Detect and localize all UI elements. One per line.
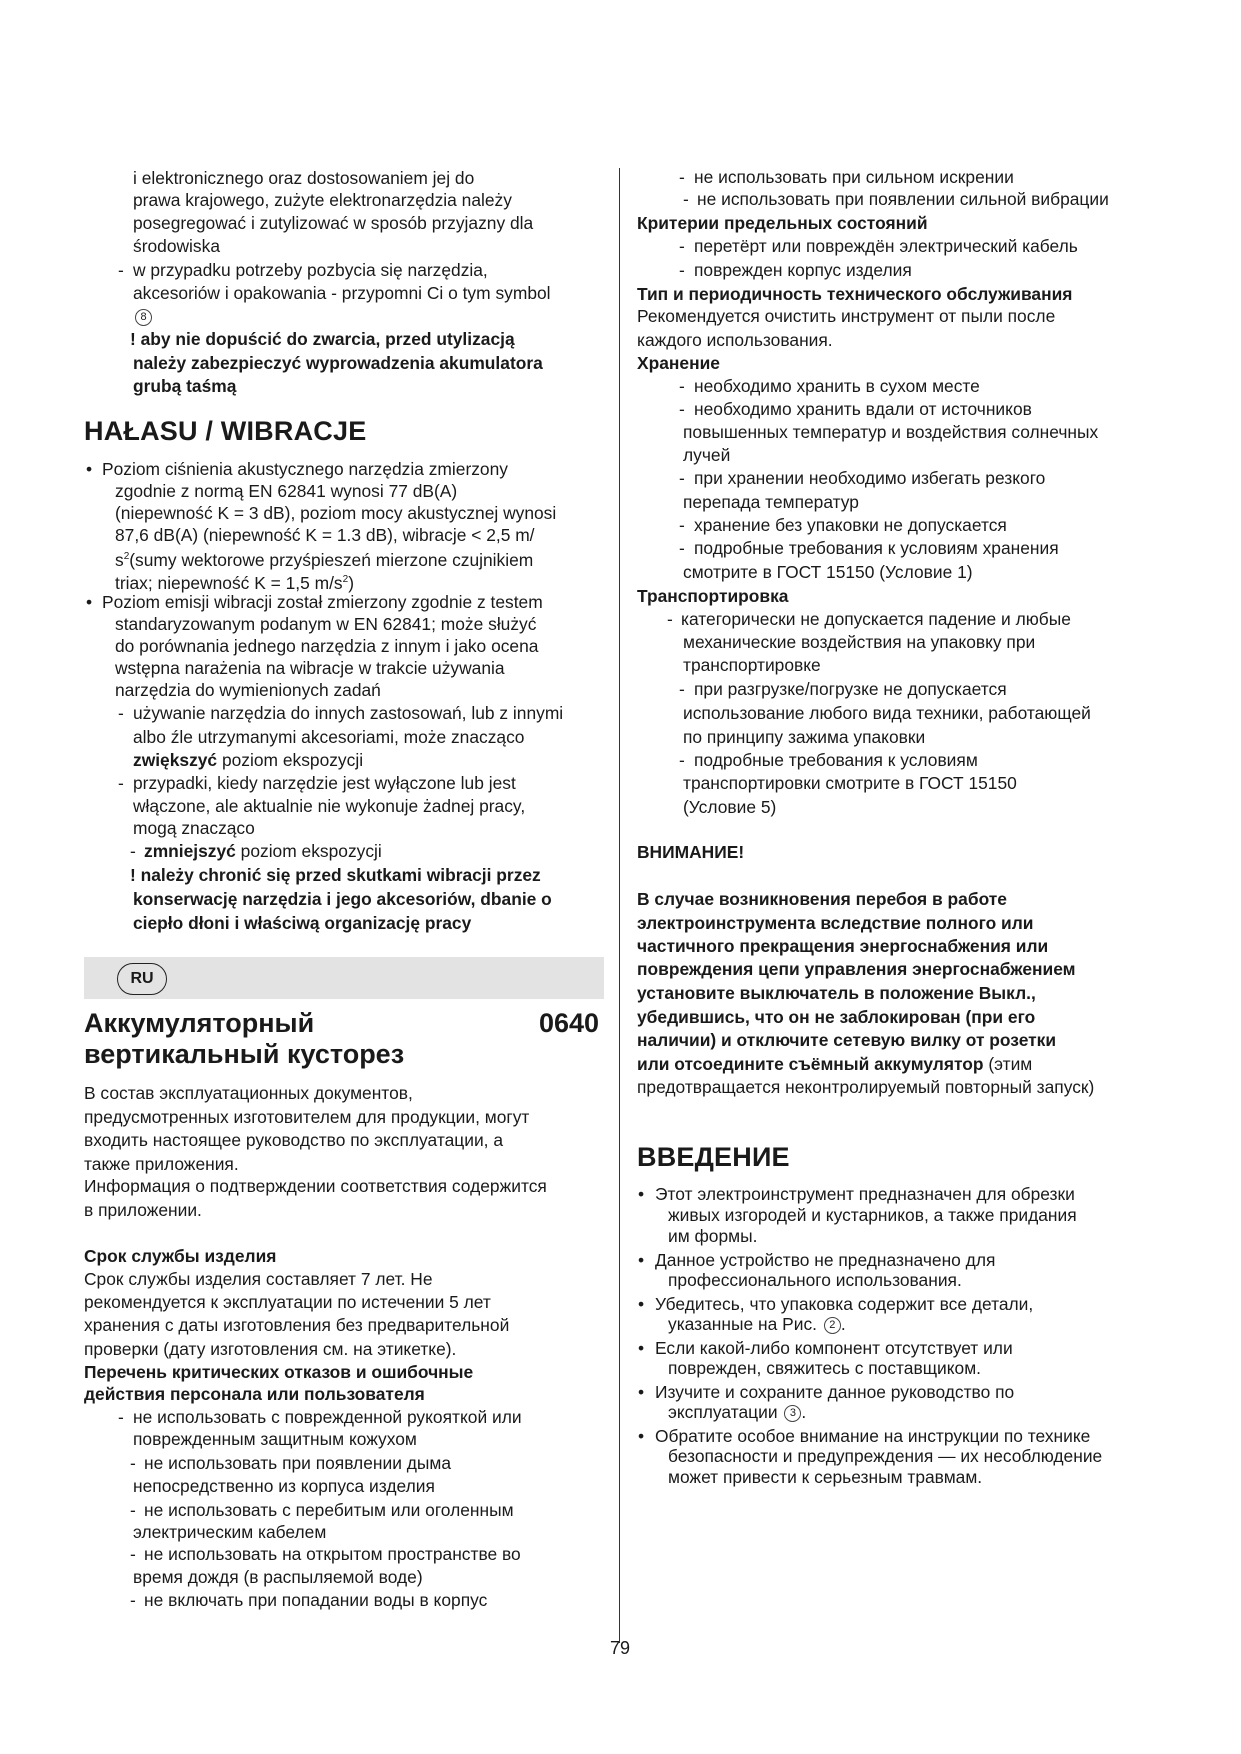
text-line: при хранении необходимо избегать резкого xyxy=(694,468,1046,488)
text-line: Poziom ciśnienia akustycznego narzędzia zmierzony xyxy=(102,459,508,479)
text-line: не использовать с перебитым или оголенным xyxy=(144,1500,514,1520)
page-number: 79 xyxy=(609,1638,631,1658)
text-span: . xyxy=(840,1314,846,1334)
attention-line xyxy=(637,1053,1032,1075)
section-heading: действия персонала или пользователя xyxy=(84,1384,425,1404)
dash-marker: - xyxy=(130,1453,136,1473)
bullet-icon: • xyxy=(638,1338,645,1358)
text-line: необходимо хранить вдали от источников xyxy=(694,399,1032,419)
product-title: Аккумуляторный xyxy=(84,1008,315,1038)
text-line: Убедитесь, что упаковка содержит все детали, xyxy=(655,1294,1034,1314)
text-line: по принципу зажима упаковки xyxy=(683,727,926,747)
text-line: używanie narzędzia do innych zastosowań, lub z innymi xyxy=(133,703,564,723)
text-line: безопасности и предупреждения — их несоблюдение xyxy=(668,1446,1103,1466)
text-line: не включать при попадании воды в корпус xyxy=(144,1590,488,1610)
dash-marker: - xyxy=(118,703,124,723)
bullet-icon: • xyxy=(638,1250,645,1270)
text-span: poziom ekspozycji xyxy=(217,750,364,770)
text-span: ) xyxy=(348,572,354,593)
figure-3-ref: 3 xyxy=(784,1405,801,1422)
dash-marker: - xyxy=(667,609,673,629)
text-line: транспортировке xyxy=(683,655,821,675)
symbol-ref xyxy=(133,305,152,327)
dash-marker: - xyxy=(679,468,685,488)
text-line: włączone, ale aktualnie nie wykonuje żadnej pracy, xyxy=(133,796,526,816)
attention-line: повреждения цепи управления энергоснабжением xyxy=(637,959,1076,979)
text-line: mogą znacząco xyxy=(133,818,255,838)
dash-marker: - xyxy=(679,750,685,770)
section-heading: Транспортировка xyxy=(637,586,789,606)
text-line: при разгрузке/погрузке не допускается xyxy=(694,679,1007,699)
text-line: не использовать при появлении сильной вибрации xyxy=(697,189,1109,209)
dash-marker: - xyxy=(679,515,685,535)
text-line: В состав эксплуатационных документов, xyxy=(84,1083,413,1103)
text-line: хранения с даты изготовления без предварительной xyxy=(84,1315,510,1335)
text-line: необходимо хранить в сухом месте xyxy=(694,376,980,396)
text-span: poziom ekspozycji xyxy=(235,841,382,861)
bullet-icon: • xyxy=(86,592,93,612)
dash-marker: - xyxy=(679,538,685,558)
text-line: каждого использования. xyxy=(637,330,833,350)
text-line: zgodnie z normą EN 62841 wynosi 77 dB(A) xyxy=(115,481,458,501)
attention-line: электроинструмента вследствие полного или xyxy=(637,913,1034,933)
text-line: (niepewność K = 3 dB), poziom mocy akustycznej wynosi xyxy=(115,503,557,523)
text-line: Срок службы изделия составляет 7 лет. Не xyxy=(84,1269,433,1289)
section-heading: Срок службы изделия xyxy=(84,1246,277,1266)
text-line: лучей xyxy=(683,445,731,465)
text-line: им формы. xyxy=(668,1226,758,1246)
text-line: перепада температур xyxy=(683,492,859,512)
text-line: (Условие 5) xyxy=(683,797,777,817)
s-letter: s xyxy=(115,549,124,570)
text-line: Данное устройство не предназначено для xyxy=(655,1250,996,1270)
dash-marker: - xyxy=(118,773,124,793)
dash-marker: - xyxy=(130,1544,136,1564)
attention-line: убедившись, что он не заблокирован (при его xyxy=(637,1007,1036,1027)
text-line xyxy=(115,546,533,571)
text-line: может привести к серьезным травмам. xyxy=(668,1467,983,1487)
text-line: подробные требования к условиям хранения xyxy=(694,538,1059,558)
attention-line: частичного прекращения энергоснабжения или xyxy=(637,936,1049,956)
text-line: поврежденным защитным кожухом xyxy=(133,1429,417,1449)
text-line: рекомендуется к эксплуатации по истечении 5 лет xyxy=(84,1292,491,1312)
text-line: предусмотренных изготовителем для продукции, могут xyxy=(84,1107,530,1127)
text-line: проверки (дату изготовления см. на этикетке). xyxy=(84,1339,457,1359)
bold-span: или отсоедините съёмный аккумулятор xyxy=(637,1054,984,1074)
text-line: транспортировки смотрите в ГОСТ 15150 xyxy=(683,773,1017,793)
text-line: смотрите в ГОСТ 15150 (Условие 1) xyxy=(683,562,973,582)
section-heading: Критерии предельных состояний xyxy=(637,213,928,233)
warning-line: ! należy chronić się przed skutkami wibracji przez xyxy=(130,865,541,885)
symbol-8: 8 xyxy=(135,309,152,326)
text-line: środowiska xyxy=(133,236,220,256)
figure-2-ref: 2 xyxy=(824,1317,841,1334)
column-divider xyxy=(619,168,620,1643)
text-line: поврежден корпус изделия xyxy=(694,260,912,280)
text-line: хранение без упаковки не допускается xyxy=(694,515,1007,535)
text-line: повышенных температур и воздействия солнечных xyxy=(683,422,1099,442)
superscript: 2 xyxy=(123,551,130,562)
attention-line: предотвращается неконтролируемый повторный запуск) xyxy=(637,1077,1095,1097)
text-line: Информация о подтверждении соответствия содержится xyxy=(84,1176,547,1196)
dash-marker: - xyxy=(118,1407,124,1427)
text-line: przypadki, kiedy narzędzie jest wyłączone lub jest xyxy=(133,773,516,793)
dash-marker: - xyxy=(130,1590,136,1610)
text-line: живых изгородей и кустарников, а также придания xyxy=(668,1205,1077,1225)
text-line: akcesoriów i opakowania - przypomni Ci o tym symbol xyxy=(133,283,551,303)
text-line: непосредственно из корпуса изделия xyxy=(133,1476,435,1496)
dash-marker: - xyxy=(118,260,124,280)
text-line: Poziom emisji wibracji został zmierzony zgodnie z testem xyxy=(102,592,543,612)
superscript: 2 xyxy=(342,574,349,585)
text-line xyxy=(668,1401,806,1423)
bullet-icon: • xyxy=(86,459,93,479)
text-span: (этим xyxy=(983,1054,1033,1074)
text-line: wstępna narażenia na wibracje w trakcie używania xyxy=(115,658,505,678)
text-line: подробные требования к условиям xyxy=(694,750,978,770)
text-line xyxy=(668,1313,846,1335)
dash-marker: - xyxy=(679,260,685,280)
text-line: narzędzia do wymienionych zadań xyxy=(115,680,381,700)
text-line: standaryzowanym podanym w EN 62841; może służyć xyxy=(115,614,537,634)
warning-line: ciepło dłoni i właściwą organizację pracy xyxy=(133,913,472,933)
warning-line: ! aby nie dopuścić do zwarcia, przed utylizacją xyxy=(130,329,515,349)
attention-line: В случае возникновения перебоя в работе xyxy=(637,889,1007,909)
bullet-icon: • xyxy=(638,1426,645,1446)
dash-marker: - xyxy=(130,1500,136,1520)
text-span: (sumy wektorowe przyśpieszeń mierzone czujnikiem xyxy=(129,549,534,570)
text-line xyxy=(133,749,363,771)
dash-marker: - xyxy=(130,841,136,861)
text-line: Если какой-либо компонент отсутствует или xyxy=(655,1338,1013,1358)
attention-label: ВНИМАНИЕ! xyxy=(637,842,745,862)
product-code: 0640 xyxy=(539,1008,600,1038)
warning-line: konserwację narzędzia i jego akcesoriów, dbanie o xyxy=(133,889,552,909)
text-line: также приложения. xyxy=(84,1154,239,1174)
text-line: использование любого вида техники, работающей xyxy=(683,703,1091,723)
text-line xyxy=(144,840,382,862)
text-line: Обратите особое внимание на инструкции по технике xyxy=(655,1426,1091,1446)
text-line: 87,6 dB(A) (niepewność K = 1.3 dB), wibracje < 2,5 m/ xyxy=(115,525,535,545)
product-title-2: вертикальный кусторез xyxy=(84,1039,405,1069)
text-span: указанные на Рис. xyxy=(668,1314,817,1334)
bullet-icon: • xyxy=(638,1382,645,1402)
text-line: поврежден, свяжитесь с поставщиком. xyxy=(668,1358,982,1378)
text-line: i elektronicznego oraz dostosowaniem jej do xyxy=(133,168,475,188)
intro-heading: ВВЕДЕНИЕ xyxy=(637,1142,790,1172)
text-line: не использовать с поврежденной рукояткой или xyxy=(133,1407,522,1427)
warning-line: należy zabezpieczyć wyprowadzenia akumulatora xyxy=(133,353,543,373)
bold-span: zwiększyć xyxy=(133,750,218,770)
text-line: Этот электроинструмент предназначен для обрезки xyxy=(655,1184,1075,1204)
dash-marker: - xyxy=(679,399,685,419)
text-line: профессионального использования. xyxy=(668,1270,962,1290)
text-line: в приложении. xyxy=(84,1200,202,1220)
text-line: не использовать на открытом пространстве во xyxy=(144,1544,521,1564)
text-line: время дождя (в распыляемой воде) xyxy=(133,1567,423,1587)
text-span: . xyxy=(801,1402,807,1422)
section-heading: Перечень критических отказов и ошибочные xyxy=(84,1362,474,1382)
text-line: не использовать при появлении дыма xyxy=(144,1453,452,1473)
text-line: w przypadku potrzeby pozbycia się narzędzia, xyxy=(133,260,488,280)
attention-line: наличии) и отключите сетевую вилку от розетки xyxy=(637,1030,1057,1050)
noise-heading: HAŁASU / WIBRACJE xyxy=(84,416,367,446)
dash-marker: - xyxy=(683,189,689,209)
text-line: электрическим кабелем xyxy=(133,1522,327,1542)
text-span: эксплуатации xyxy=(668,1402,778,1422)
attention-line: установите выключатель в положение Выкл., xyxy=(637,983,1036,1003)
warning-line: grubą taśmą xyxy=(133,376,237,396)
text-line: механические воздействия на упаковку при xyxy=(683,632,1036,652)
text-span: triax; niepewność K = 1,5 m/s xyxy=(115,572,343,593)
text-line: Изучите и сохраните данное руководство по xyxy=(655,1382,1015,1402)
dash-marker: - xyxy=(679,236,685,256)
text-line: albo źle utrzymanymi akcesoriami, może znacząco xyxy=(133,727,525,747)
dash-marker: - xyxy=(679,679,685,699)
dash-marker: - xyxy=(679,167,685,187)
text-line: не использовать при сильном искрении xyxy=(694,167,1014,187)
bullet-icon: • xyxy=(638,1184,645,1204)
dash-marker: - xyxy=(679,376,685,396)
text-line: входить настоящее руководство по эксплуатации, а xyxy=(84,1130,504,1150)
text-line: Рекомендуется очистить инструмент от пыли после xyxy=(637,306,1056,326)
section-heading: Хранение xyxy=(637,353,720,373)
text-line: prawa krajowego, zużyte elektronarzędzia należy xyxy=(133,190,512,210)
text-line: категорически не допускается падение и любые xyxy=(681,609,1071,629)
section-heading: Тип и периодичность технического обслуживания xyxy=(637,284,1073,304)
text-line: перетёрт или повреждён электрический кабель xyxy=(694,236,1078,256)
language-badge: RU xyxy=(117,963,167,995)
text-line: do porównania jednego narzędzia z innym i jako ocena xyxy=(115,636,539,656)
bold-span: zmniejszyć xyxy=(144,841,236,861)
text-line: posegregować i zutylizować w sposób przyjazny dla xyxy=(133,213,534,233)
bullet-icon: • xyxy=(638,1294,645,1314)
